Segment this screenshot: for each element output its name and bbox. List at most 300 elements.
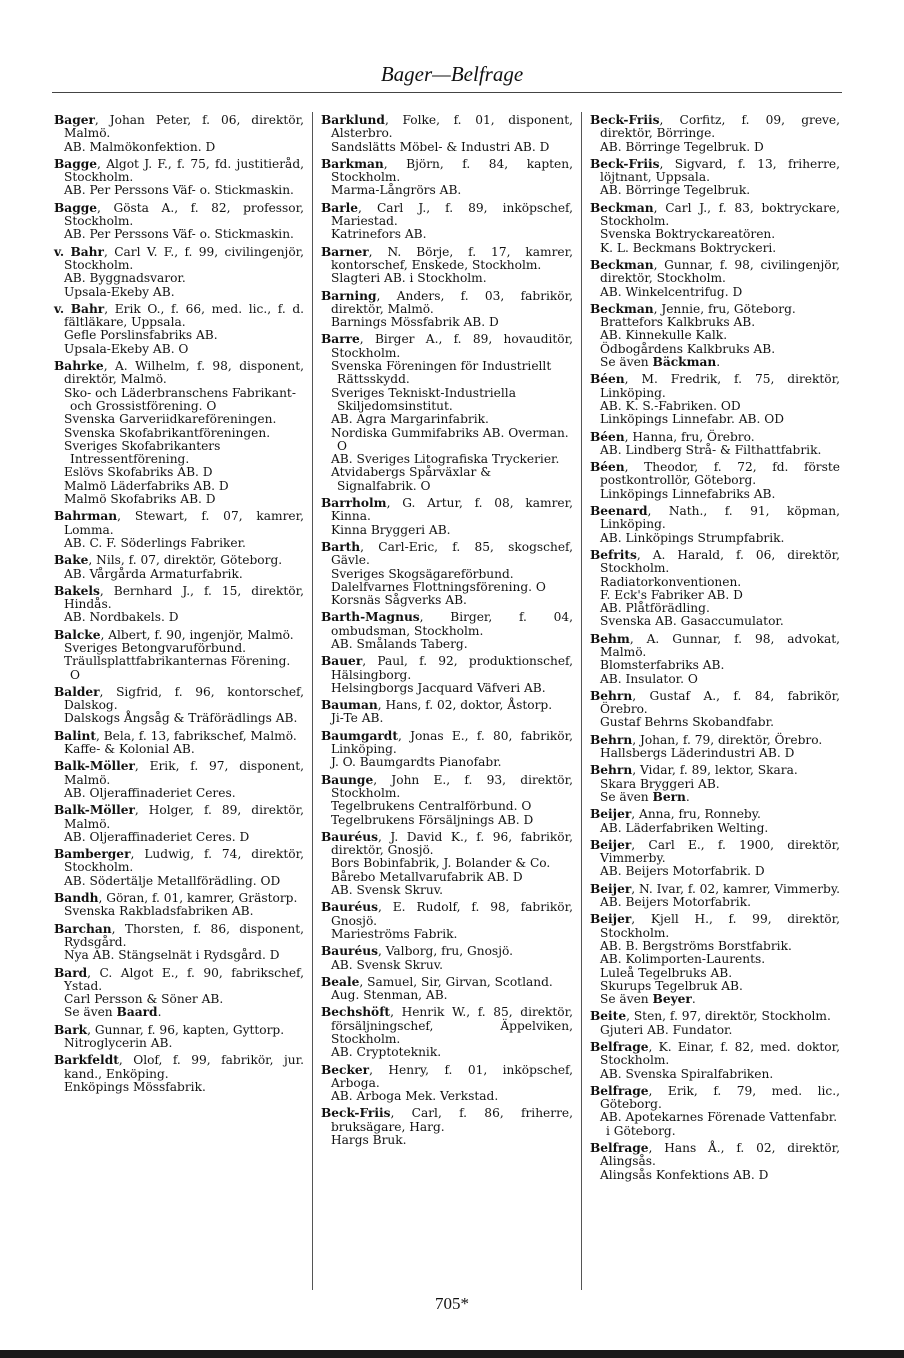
person-surname: Belfrage	[590, 1083, 649, 1098]
company-line: Ödbogårdens Kalkbruks AB.	[600, 341, 776, 356]
company-line: Hallsbergs Läderindustri AB. D	[600, 746, 795, 761]
person-details: K. Einar, f. 82, med. doktor, Stockholm.	[600, 1040, 841, 1068]
person-surname: Beck-Friis	[321, 1106, 391, 1121]
person-details: E. Rudolf, f. 98, fabrikör, Gnosjö.	[331, 900, 574, 928]
company-line: Aug. Stenman, AB.	[331, 988, 448, 1003]
person-details: Erik, f. 79, med. lic., Göteborg.	[600, 1083, 840, 1112]
entry-heading: Balk-Möller, Holger, f. 89, direktör, Malmö.	[54, 803, 304, 831]
directory-entry	[54, 510, 304, 550]
person-details: A. Wilhelm, f. 98, disponent, direktör, Malmö.	[64, 359, 305, 387]
company-line: Linköpings Linnefabriks AB.	[600, 486, 776, 501]
see-also-label: Se även	[600, 789, 649, 804]
directory-entry	[321, 774, 573, 827]
directory-entry	[590, 734, 840, 761]
person-surname: Béen	[590, 460, 625, 475]
person-details: Gustaf A., f. 84, fabrikör, Örebro.	[600, 688, 841, 717]
entry-heading: Bark, Gunnar, f. 96, kapten, Gyttorp.	[54, 1022, 285, 1037]
person-surname: Beenard	[590, 504, 648, 519]
directory-entry	[54, 1054, 304, 1094]
person-details: Hans Å., f. 02, direktör, Alingsås.	[600, 1141, 840, 1169]
company-line: AB. K. S.-Fabriken. OD	[600, 398, 741, 413]
person-surname: Barrholm	[321, 496, 387, 511]
company-line: Hargs Bruk.	[331, 1133, 407, 1148]
entry-heading: v. Bahr, Carl V. F., f. 99, civilingenjör, Stockholm.	[54, 244, 305, 272]
company-line: Nordiska Gummifabriks AB. Overman. O	[331, 425, 569, 453]
directory-entry	[321, 497, 573, 537]
person-surname: Bark	[54, 1022, 88, 1037]
entry-heading: Barner, N. Börje, f. 17, kamrer, kontorschef, Enskede, Stockholm.	[321, 244, 574, 272]
directory-column-3	[590, 114, 840, 1182]
person-surname: Bagge	[54, 156, 97, 171]
see-also-label: Se även	[64, 1005, 113, 1020]
person-details: A. Harald, f. 06, direktör, Stockholm.	[600, 547, 840, 576]
directory-entry	[321, 1006, 573, 1059]
see-also-name: Beyer	[652, 992, 692, 1007]
person-surname: Beck-Friis	[590, 113, 660, 127]
directory-entry	[590, 839, 840, 879]
directory-entry	[590, 808, 840, 835]
directory-entry	[590, 913, 840, 1006]
entry-heading: Barrholm, G. Artur, f. 08, kamrer, Kinna.	[321, 496, 574, 524]
person-details: Hans, f. 02, doktor, Åstorp.	[385, 698, 553, 713]
company-line: AB. Kinnekulle Kalk.	[600, 328, 728, 343]
directory-entry	[590, 158, 840, 198]
person-surname: Behrn	[590, 688, 633, 703]
person-surname: Bamberger	[54, 847, 131, 862]
directory-entry	[321, 655, 573, 695]
person-details: Folke, f. 01, disponent, Alsterbro.	[331, 113, 574, 141]
person-details: Erik O., f. 66, med. lic., f. d. fältläkare, Uppsala.	[64, 301, 305, 330]
entry-heading: Beijer, Carl E., f. 1900, direktör, Vimmerby.	[590, 837, 840, 866]
entry-heading: Beckman, Gunnar, f. 98, civilingenjör, direktör, Stockholm.	[590, 257, 840, 286]
company-line: AB. Smålands Taberg.	[331, 636, 468, 651]
person-surname: Beijer	[590, 881, 632, 896]
person-details: Anna, fru, Ronneby.	[639, 807, 761, 822]
person-details: Gösta A., f. 82, professor, Stockholm.	[64, 200, 305, 229]
person-details: Albert, f. 90, ingenjör, Malmö.	[108, 627, 294, 642]
person-details: Hanna, fru, Örebro.	[632, 429, 755, 444]
directory-entry	[321, 901, 573, 941]
company-line: Korsnäs Sågverks AB.	[331, 593, 467, 608]
see-also-reference: Se även Bäckman.	[600, 355, 721, 370]
person-surname: Bahr	[70, 244, 104, 259]
directory-entry	[590, 461, 840, 501]
see-also-name: Baard	[116, 1005, 158, 1020]
directory-entry	[590, 1010, 840, 1037]
person-surname: Belfrage	[590, 1040, 649, 1054]
directory-entry	[321, 831, 573, 897]
person-details: Thorsten, f. 86, disponent, Rydsgård.	[64, 921, 304, 949]
entry-heading: Barchan, Thorsten, f. 86, disponent, Rydsgård.	[54, 921, 304, 949]
person-details: Sten, f. 97, direktör, Stockholm.	[633, 1009, 831, 1024]
person-surname: Beck-Friis	[590, 156, 660, 171]
person-details: N. Ivar, f. 02, kamrer, Vimmerby.	[639, 881, 841, 896]
entry-heading: Behrn, Vidar, f. 89, lektor, Skara.	[590, 763, 798, 778]
company-line: Kaffe- & Kolonial AB.	[64, 742, 195, 757]
company-line: Sveriges Betongvaruförbund.	[64, 640, 247, 655]
entry-heading: Bauman, Hans, f. 02, doktor, Åstorp.	[321, 698, 553, 713]
company-line: AB. Arboga Mek. Verkstad.	[331, 1089, 499, 1104]
company-line: Blomsterfabriks AB.	[600, 658, 725, 673]
company-line: AB. Oljeraffinaderiet Ceres.	[64, 785, 236, 800]
company-line: Skurups Tegelbruk AB.	[600, 978, 743, 993]
company-line: AB. Linköpings Strumpfabrik.	[600, 530, 785, 545]
directory-entry	[54, 923, 304, 963]
person-surname: Bakels	[54, 583, 100, 598]
entry-heading: Bahrke, A. Wilhelm, f. 98, disponent, direktör, Malmö.	[54, 359, 305, 387]
entry-heading: Béen, M. Fredrik, f. 75, direktör, Linköping.	[590, 372, 840, 400]
person-surname: Bager	[54, 113, 95, 127]
person-details: John E., f. 93, direktör, Stockholm.	[331, 772, 573, 800]
entry-heading: Béen, Theodor, f. 72, fd. förste postkontrollör, Göteborg.	[590, 460, 840, 488]
person-surname: Behrn	[590, 763, 633, 778]
entry-heading: Bauer, Paul, f. 92, produktionschef, Hälsingborg.	[321, 654, 573, 682]
person-details: Samuel, Sir, Girvan, Scotland.	[367, 974, 553, 989]
entry-heading: Beijer, Kjell H., f. 99, direktör, Stockholm.	[590, 912, 840, 940]
company-line: Slagteri AB. i Stockholm.	[331, 271, 487, 286]
company-line: Sveriges Tekniskt-Industriella Skiljedomsinstitut.	[331, 385, 516, 413]
person-surname: Baumgardt	[321, 728, 398, 743]
column-divider	[581, 112, 582, 1290]
entry-heading: Behrn, Johan, f. 79, direktör, Örebro.	[590, 732, 823, 747]
company-line: AB. Apotekarnes Förenade Vattenfabr. i Göteborg.	[600, 1110, 838, 1138]
directory-entry	[321, 541, 573, 607]
person-surname: Beckman	[590, 200, 654, 215]
company-line: AB. Malmökonfektion. D	[64, 139, 216, 154]
company-line: Malmö Skofabriks AB. D	[64, 492, 216, 507]
person-details: Carl J., f. 83, boktryckare, Stockholm.	[600, 200, 841, 229]
entry-heading: Barkman, Björn, f. 84, kapten, Stockholm.	[321, 156, 573, 185]
directory-entry	[54, 360, 304, 506]
see-also-reference: Se även Baard.	[64, 1005, 162, 1020]
directory-entry	[54, 158, 304, 198]
directory-entry	[54, 303, 304, 356]
name-prefix: v.	[54, 244, 65, 259]
directory-entry	[590, 259, 840, 299]
person-surname: Barth	[321, 539, 361, 554]
company-line: Dalelfvarnes Flottningsförening. O	[331, 579, 546, 594]
company-line: AB. Nordbakels. D	[64, 610, 179, 625]
company-line: Kinna Bryggeri AB.	[331, 522, 451, 537]
person-details: Algot J. F., f. 75, fd. justitieråd, Stockholm.	[64, 156, 304, 185]
entry-heading: Beite, Sten, f. 97, direktör, Stockholm.	[590, 1009, 831, 1024]
scan-bottom-edge	[0, 1350, 904, 1358]
entry-heading: Beck-Friis, Carl, f. 86, friherre, bruksägare, Harg.	[321, 1106, 573, 1134]
person-surname: Beite	[590, 1009, 627, 1024]
directory-entry	[321, 611, 573, 651]
entry-heading: Beck-Friis, Corfitz, f. 09, greve, direktör, Börringe.	[590, 113, 841, 141]
entry-heading: Behm, A. Gunnar, f. 98, advokat, Malmö.	[590, 631, 840, 659]
directory-entry	[321, 290, 573, 330]
person-details: Paul, f. 92, produktionschef, Hälsingborg.	[331, 654, 573, 682]
company-line: Tegelbrukens Försäljnings AB. D	[331, 812, 534, 827]
directory-entry	[54, 686, 304, 726]
company-line: AB. B. Bergströms Borstfabrik.	[600, 938, 792, 953]
person-details: Carl E., f. 1900, direktör, Vimmerby.	[600, 837, 840, 866]
company-line: AB. Södertälje Metallförädling. OD	[64, 873, 281, 888]
entry-heading: Belfrage, Hans Å., f. 02, direktör, Alingsås.	[590, 1141, 840, 1169]
directory-entry	[590, 549, 840, 629]
company-line: Atvidabergs Spårväxlar & Signalfabrik. O	[331, 465, 492, 493]
person-details: Henry, f. 01, inköpschef, Arboga.	[331, 1062, 573, 1090]
person-details: Johan, f. 79, direktör, Örebro.	[639, 732, 823, 747]
directory-entry	[590, 114, 840, 154]
directory-entry	[321, 202, 573, 242]
entry-heading: Beale, Samuel, Sir, Girvan, Scotland.	[321, 974, 553, 989]
person-surname: Bauréus	[321, 900, 378, 915]
company-line: Linköpings Linnefabr. AB. OD	[600, 412, 785, 427]
company-line: Ji-Te AB.	[331, 711, 384, 726]
company-line: Helsingborgs Jacquard Väfveri AB.	[331, 680, 546, 695]
company-line: AB. Byggnadsvaror.	[64, 271, 186, 286]
person-details: Carl J., f. 89, inköpschef, Mariestad.	[331, 200, 574, 229]
person-details: Johan Peter, f. 06, direktör, Malmö.	[64, 113, 305, 141]
directory-entry	[590, 1085, 840, 1138]
person-details: Birger A., f. 89, hovauditör, Stockholm.	[331, 332, 573, 360]
directory-entry	[321, 1064, 573, 1104]
directory-entry	[590, 202, 840, 255]
company-line: Skara Bryggeri AB.	[600, 776, 720, 791]
directory-entry	[54, 585, 304, 625]
entry-heading: Bauréus, Valborg, fru, Gnosjö.	[321, 944, 513, 959]
person-surname: Befrits	[590, 547, 637, 562]
company-line: AB. Sveriges Litografiska Tryckerier.	[331, 452, 560, 467]
entry-heading: Beenard, Nath., f. 91, köpman, Linköping.	[590, 504, 841, 532]
person-surname: Bauréus	[321, 829, 378, 844]
directory-entry	[321, 158, 573, 198]
person-details: C. Algot E., f. 90, fabrikschef, Ystad.	[64, 965, 304, 993]
company-line: Nitroglycerin AB.	[64, 1036, 173, 1050]
company-line: Upsala-Ekeby AB.	[64, 284, 175, 299]
person-surname: Behrn	[590, 732, 633, 747]
person-details: Carl, f. 86, friherre, bruksägare, Harg.	[331, 1106, 573, 1134]
directory-entry	[321, 333, 573, 493]
person-details: Jonas E., f. 80, fabrikör, Linköping.	[331, 728, 574, 757]
entry-heading: Beijer, N. Ivar, f. 02, kamrer, Vimmerby.	[590, 881, 841, 896]
entry-heading: Baunge, John E., f. 93, direktör, Stockholm.	[321, 772, 573, 800]
person-surname: Béen	[590, 372, 625, 387]
company-line: Sveriges Skofabrikanters Intressentförening.	[64, 438, 221, 467]
company-line: J. O. Baumgardts Pianofabr.	[331, 755, 502, 770]
entry-heading: Barth, Carl-Eric, f. 85, skogschef, Gävle.	[321, 539, 573, 568]
person-surname: Bahr	[70, 301, 105, 316]
company-line: AB. Per Perssons Väf- o. Stickmaskin.	[64, 183, 294, 198]
person-surname: Beale	[321, 974, 360, 989]
person-surname: Balder	[54, 684, 100, 699]
company-line: AB. Winkelcentrifug. D	[600, 284, 743, 299]
entry-heading: Barth-Magnus, Birger, f. 04, ombudsman, Stockholm.	[321, 610, 573, 638]
directory-entry	[590, 690, 840, 730]
company-line: AB. Kolimporten-Laurents.	[600, 952, 766, 967]
person-details: Sigfrid, f. 96, kontorschef, Dalskog.	[64, 684, 305, 713]
person-details: Valborg, fru, Gnosjö.	[385, 944, 513, 959]
entry-heading: Barning, Anders, f. 03, fabrikör, direktör, Malmö.	[321, 288, 573, 316]
entry-heading: v. Bahr, Erik O., f. 66, med. lic., f. d. fältläkare, Uppsala.	[54, 301, 305, 330]
person-surname: Beijer	[590, 912, 632, 927]
entry-heading: Beijer, Anna, fru, Ronneby.	[590, 807, 761, 822]
entry-heading: Belfrage, Erik, f. 79, med. lic., Göteborg.	[590, 1083, 840, 1112]
person-surname: Bake	[54, 553, 89, 568]
entry-heading: Befrits, A. Harald, f. 06, direktör, Stockholm.	[590, 547, 840, 576]
entry-heading: Bagge, Algot J. F., f. 75, fd. justitieråd, Stockholm.	[54, 156, 304, 185]
company-line: F. Eck's Fabriker AB. D	[600, 587, 743, 602]
company-line: AB. Läderfabriken Welting.	[600, 820, 769, 835]
directory-entry	[590, 431, 840, 458]
person-details: Nath., f. 91, köpman, Linköping.	[600, 504, 841, 532]
directory-entry	[54, 967, 304, 1020]
person-surname: Bahrke	[54, 359, 104, 374]
company-line: AB. Svenska Spiralfabriken.	[600, 1066, 774, 1081]
person-surname: Barth-Magnus	[321, 610, 420, 625]
person-surname: Behm	[590, 631, 630, 646]
person-details: Jennie, fru, Göteborg.	[661, 301, 796, 316]
directory-entry	[590, 1041, 840, 1081]
entry-heading: Bamberger, Ludwig, f. 74, direktör, Stockholm.	[54, 847, 304, 875]
company-line: Sandslätts Möbel- & Industri AB. D	[331, 139, 550, 154]
company-line: AB. Svensk Skruv.	[331, 957, 444, 972]
entry-heading: Bahrman, Stewart, f. 07, kamrer, Lomma.	[54, 509, 304, 537]
company-line: AB. Svensk Skruv.	[331, 883, 444, 898]
company-line: K. L. Beckmans Boktryckeri.	[600, 240, 777, 255]
directory-entry	[321, 114, 573, 154]
person-details: Ludwig, f. 74, direktör, Stockholm.	[64, 847, 304, 875]
person-details: Anders, f. 03, fabrikör, direktör, Malmö.	[331, 288, 573, 316]
company-line: Alingsås Konfektions AB. D	[600, 1167, 769, 1182]
column-divider	[312, 112, 313, 1290]
name-prefix: v.	[54, 301, 65, 316]
see-also-label: Se även	[600, 355, 649, 370]
entry-heading: Béen, Hanna, fru, Örebro.	[590, 429, 755, 444]
person-details: Henrik W., f. 85, direktör, försäljningschef, Äppelviken, Stockholm.	[331, 1005, 574, 1046]
company-line: Eslövs Skofabriks AB. D	[64, 465, 213, 480]
entry-heading: Bauréus, E. Rudolf, f. 98, fabrikör, Gnosjö.	[321, 900, 574, 928]
person-surname: Barle	[321, 200, 359, 215]
person-details: Björn, f. 84, kapten, Stockholm.	[331, 156, 573, 185]
directory-entry	[54, 114, 304, 154]
company-line: Svenska Skofabrikantföreningen.	[64, 425, 271, 440]
person-details: Vidar, f. 89, lektor, Skara.	[639, 763, 798, 778]
company-line: Gjuteri AB. Fundator.	[600, 1022, 733, 1037]
entry-heading: Bechshöft, Henrik W., f. 85, direktör, försäljningschef, Äppelviken, Stockholm.	[321, 1005, 574, 1046]
person-surname: Bauer	[321, 654, 363, 669]
company-line: Gefle Porslinsfabriks AB.	[64, 328, 218, 343]
person-details: Nils, f. 07, direktör, Göteborg.	[96, 553, 283, 568]
person-surname: Bechshöft	[321, 1005, 391, 1020]
directory-entry	[54, 629, 304, 682]
directory-entry	[321, 976, 573, 1003]
person-details: Carl-Eric, f. 85, skogschef, Gävle.	[331, 539, 573, 568]
company-line: AB. Agra Margarinfabrik.	[331, 412, 489, 427]
person-details: G. Artur, f. 08, kamrer, Kinna.	[331, 496, 574, 524]
entry-heading: Beckman, Jennie, fru, Göteborg.	[590, 301, 796, 316]
person-surname: Bahrman	[54, 509, 118, 524]
person-surname: Beijer	[590, 837, 632, 852]
company-line: Radiatorkonventionen.	[600, 574, 742, 589]
entry-heading: Barklund, Folke, f. 01, disponent, Alsterbro.	[321, 113, 574, 141]
directory-entry	[590, 633, 840, 686]
directory-entry	[54, 892, 304, 919]
company-line: AB. Insulator. O	[600, 671, 698, 686]
person-surname: Beckman	[590, 257, 654, 272]
entry-heading: Belfrage, K. Einar, f. 82, med. doktor, Stockholm.	[590, 1040, 841, 1068]
company-line: Carl Persson & Söner AB.	[64, 992, 224, 1007]
directory-entry	[590, 373, 840, 426]
company-line: Gustaf Behrns Skobandfabr.	[600, 715, 774, 730]
directory-entry	[54, 730, 304, 757]
company-line: Svenska Rakbladsfabriken AB.	[64, 904, 254, 919]
person-surname: Balk-Möller	[54, 759, 135, 774]
entry-heading: Balder, Sigfrid, f. 96, kontorschef, Dalskog.	[54, 684, 305, 713]
person-surname: Barning	[321, 288, 377, 303]
entry-heading: Barkfeldt, Olof, f. 99, fabrikör, jur. kand., Enköping.	[54, 1053, 304, 1081]
company-line: AB. Beijers Motorfabrik. D	[600, 864, 765, 879]
directory-entry	[54, 804, 304, 844]
directory-entry	[590, 883, 840, 910]
person-surname: Barkman	[321, 156, 384, 171]
person-details: J. David K., f. 96, fabrikör, direktör, Gnosjö.	[331, 829, 574, 858]
person-details: Corfitz, f. 09, greve, direktör, Börringe.	[600, 113, 841, 141]
directory-entry	[54, 848, 304, 888]
header-rule	[52, 92, 842, 93]
person-details: Kjell H., f. 99, direktör, Stockholm.	[600, 912, 840, 940]
person-details: Sigvard, f. 13, friherre, löjtnant, Uppsala.	[600, 156, 840, 185]
company-line: Malmö Läderfabriks AB. D	[64, 478, 229, 493]
person-surname: Beijer	[590, 807, 632, 822]
company-line: Brattefors Kalkbruks AB.	[600, 315, 756, 330]
company-line: Luleå Tegelbruks AB.	[600, 965, 733, 980]
directory-entry	[590, 505, 840, 545]
entry-heading: Baumgardt, Jonas E., f. 80, fabrikör, Linköping.	[321, 728, 574, 757]
person-surname: Beckman	[590, 301, 654, 316]
entry-heading: Beckman, Carl J., f. 83, boktryckare, Stockholm.	[590, 200, 841, 229]
directory-entry	[590, 1142, 840, 1182]
company-line: AB. Per Perssons Väf- o. Stickmaskin.	[64, 227, 294, 242]
entry-heading: Bauréus, J. David K., f. 96, fabrikör, direktör, Gnosjö.	[321, 829, 574, 858]
entry-heading: Balk-Möller, Erik, f. 97, disponent, Malmö.	[54, 759, 304, 787]
directory-entry	[590, 764, 840, 804]
person-surname: Balcke	[54, 627, 101, 642]
company-line: Marieströms Fabrik.	[331, 926, 458, 941]
company-line: Barnings Mössfabrik AB. D	[331, 315, 499, 330]
person-details: Göran, f. 01, kamrer, Grästorp.	[106, 891, 298, 906]
company-line: AB. Vårgårda Armaturfabrik.	[64, 566, 243, 581]
company-line: AB. Börringe Tegelbruk.	[600, 183, 751, 198]
directory-entry	[321, 699, 573, 726]
directory-entry	[54, 760, 304, 800]
see-also-reference: Se även Bern.	[600, 789, 690, 804]
person-surname: Becker	[321, 1062, 370, 1077]
entry-heading: Balcke, Albert, f. 90, ingenjör, Malmö.	[54, 627, 294, 642]
company-line: AB. Cryptoteknik.	[331, 1045, 442, 1060]
person-surname: Belfrage	[590, 1141, 649, 1156]
company-line: Träullsplattfabrikanternas Förening. O	[64, 654, 291, 682]
directory-entry	[54, 202, 304, 242]
entry-heading: Barre, Birger A., f. 89, hovauditör, Stockholm.	[321, 332, 573, 360]
see-also-name: Bern	[652, 789, 686, 804]
page-title: Bager—Belfrage	[380, 62, 524, 86]
directory-entry	[321, 945, 573, 972]
entry-heading: Beck-Friis, Sigvard, f. 13, friherre, löjtnant, Uppsala.	[590, 156, 840, 185]
directory-entry	[54, 246, 304, 299]
company-line: Upsala-Ekeby AB. O	[64, 341, 189, 356]
company-line: AB. Beijers Motorfabrik.	[600, 895, 751, 910]
company-line: Enköpings Mössfabrik.	[64, 1079, 206, 1094]
person-details: Theodor, f. 72, fd. förste postkontrollör, Göteborg.	[600, 460, 840, 488]
company-line: Nya AB. Stängselnät i Rydsgård. D	[64, 948, 280, 963]
person-details: Gunnar, f. 98, civilingenjör, direktör, Stockholm.	[600, 257, 840, 286]
person-surname: Barchan	[54, 921, 112, 936]
page-number: 705*	[435, 1294, 469, 1313]
